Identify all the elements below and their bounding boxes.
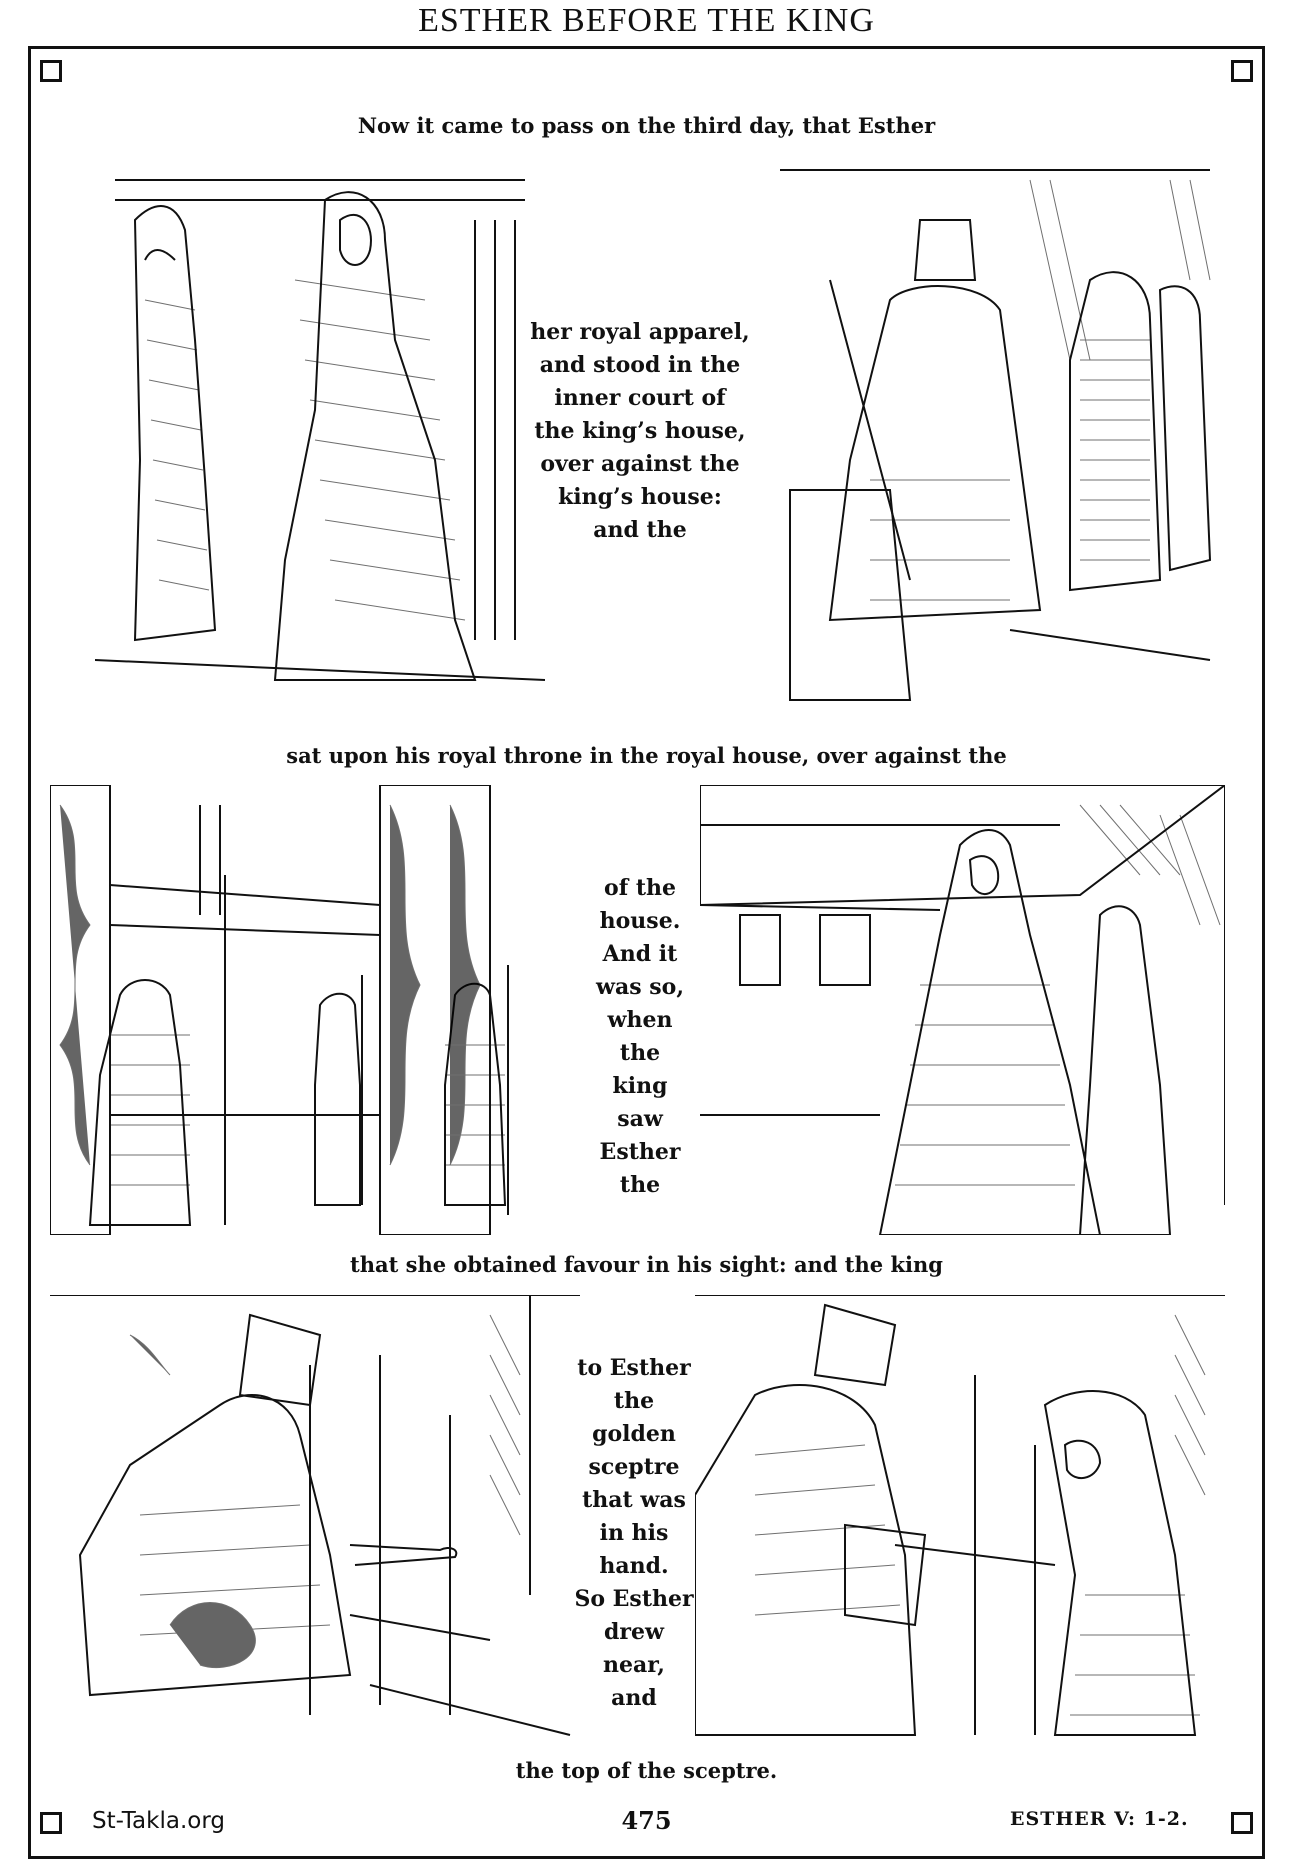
text-line: inner court of — [554, 385, 726, 411]
corner-ornament — [40, 60, 62, 82]
narrative-line-1: Now it came to pass on the third day, that Esther — [357, 113, 936, 138]
narrative-line-2: sat upon his royal throne in the royal house, over against the — [286, 743, 1007, 768]
illustration-esther-in-court — [700, 785, 1225, 1235]
page-number: 475 — [621, 1806, 672, 1835]
text-line: of the — [604, 875, 676, 901]
text-line: the — [613, 1388, 655, 1414]
page-title: ESTHER BEFORE THE KING — [418, 2, 875, 39]
illustration-guards-in-court — [50, 785, 595, 1235]
text-line: king saw — [612, 1073, 668, 1132]
text-line: And it — [602, 941, 678, 967]
illustration-esther-touches-sceptre — [695, 1295, 1225, 1740]
text-line: that was — [582, 1487, 686, 1513]
text-line: in his — [599, 1520, 669, 1546]
scripture-reference: ESTHER V: 1-2. — [1010, 1808, 1189, 1830]
text-line: the king’s house, — [534, 418, 746, 444]
narrative-column-1 — [520, 316, 760, 547]
narrative-column-3 — [570, 1352, 698, 1715]
text-line: Esther — [599, 1139, 681, 1165]
text-line: over against the — [540, 451, 740, 477]
corner-ornament — [1231, 60, 1253, 82]
text-line: and stood in the — [539, 352, 741, 378]
illustration-king-enthroned — [770, 160, 1220, 705]
text-line: was so, — [596, 974, 684, 1000]
illustration-king-extends-sceptre — [50, 1295, 580, 1740]
narrative-column-2 — [586, 872, 694, 1202]
text-line: sceptre — [588, 1454, 680, 1480]
text-line: house. — [599, 908, 681, 934]
narrative-line-3: that she obtained favour in his sight: and the king — [350, 1252, 943, 1277]
text-line: and the — [593, 517, 687, 543]
text-line: the — [619, 1172, 661, 1198]
text-line: and — [611, 1685, 657, 1711]
text-line: her royal apparel, — [530, 319, 750, 345]
text-line: So Esther — [574, 1586, 694, 1612]
narrative-line-4: the top of the sceptre. — [515, 1758, 778, 1783]
text-line: to Esther — [577, 1355, 691, 1381]
watermark: St-Takla.org — [92, 1808, 225, 1834]
text-line: golden — [592, 1421, 676, 1447]
text-line: drew near, — [603, 1619, 665, 1678]
text-line: hand. — [599, 1553, 669, 1579]
text-line: king’s house: — [558, 484, 722, 510]
illustration-esther-adorned — [95, 160, 545, 705]
text-line: when the — [607, 1007, 673, 1066]
